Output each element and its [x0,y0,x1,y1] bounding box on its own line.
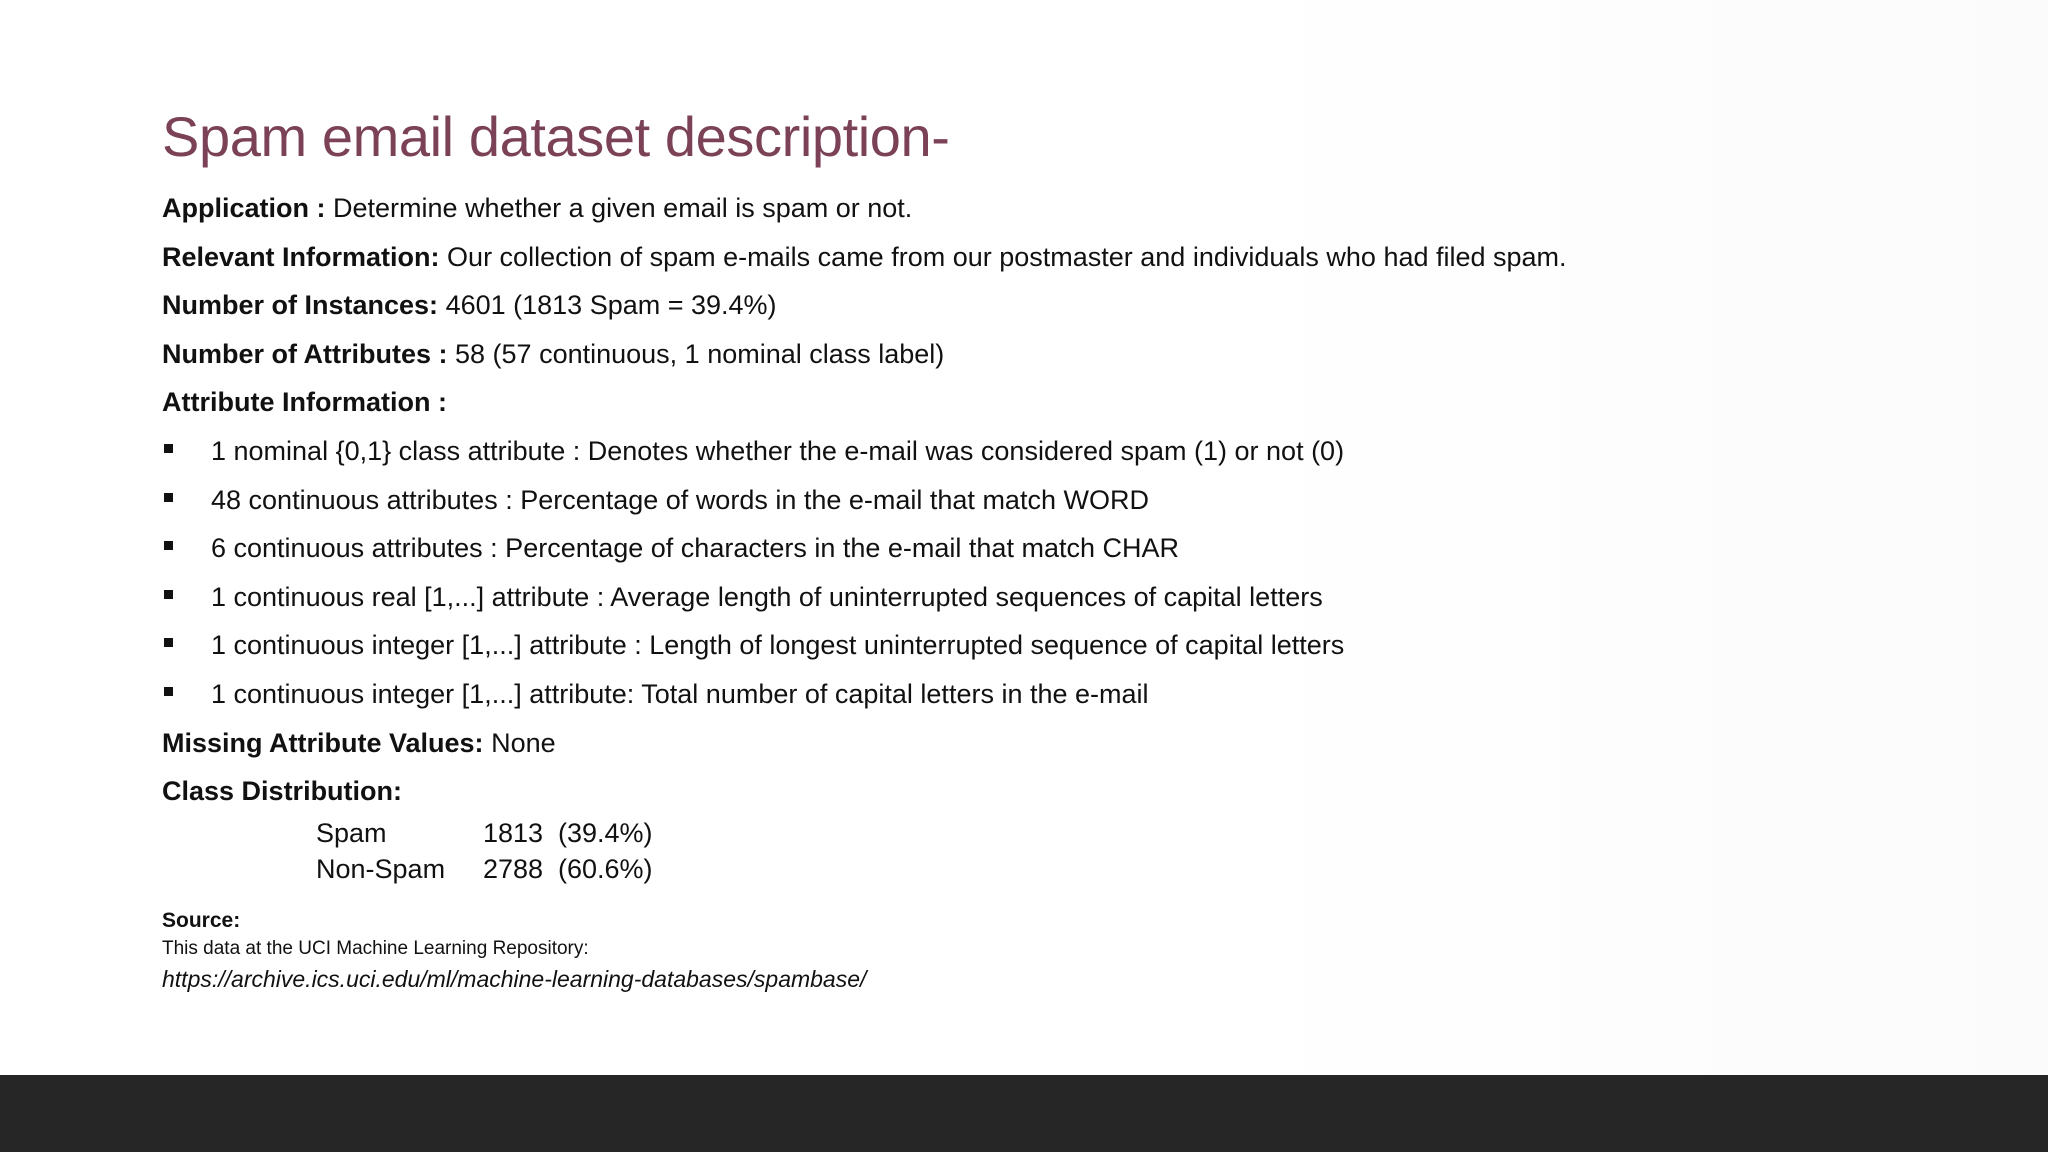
table-row [316,815,653,851]
source-description: This data at the UCI Machine Learning Repository: [162,938,589,959]
class-name: Spam [316,817,387,848]
missing-values-label: Missing Attribute Values: [162,727,484,758]
attribute-bullet [162,427,1922,476]
application-line [162,184,1922,233]
footer-bar [0,1075,2048,1152]
source-block [162,906,866,996]
attribute-bullet-text: 1 continuous integer [1,...] attribute : Length of longest uninterrupted sequence of capital letters [211,630,1345,661]
attribute-bullet-text: 1 continuous integer [1,...] attribute: Total number of capital letters in the e-mail [211,678,1149,709]
class-name: Non-Spam [316,853,446,884]
source-url: https://archive.ics.uci.edu/ml/machine-learning-databases/spambase/ [162,966,867,992]
square-bullet-icon [164,687,173,696]
square-bullet-icon [164,638,173,647]
square-bullet-icon [164,493,173,502]
square-bullet-icon [164,444,173,453]
missing-values-line [162,719,1922,768]
relevant-information-label: Relevant Information: [162,241,440,272]
attribute-bullet [162,476,1922,525]
square-bullet-icon [164,541,173,550]
instances-label: Number of Instances: [162,290,439,321]
attribute-bullet [162,621,1922,670]
attribute-bullet [162,573,1922,622]
attribute-bullet-text: 6 continuous attributes : Percentage of characters in the e-mail that match CHAR [211,533,1179,564]
source-label: Source: [162,909,241,932]
instances-line [162,281,1922,330]
attribute-bullet-text: 48 continuous attributes : Percentage of words in the e-mail that match WORD [211,484,1149,515]
attribute-bullet [162,670,1922,719]
relevant-information-line [162,233,1922,282]
class-distribution-line [162,767,1922,816]
application-value: Determine whether a given email is spam or not. [333,193,913,223]
missing-values-value: None [491,727,556,758]
application-label: Application : [162,193,326,223]
attributes-value: 58 (57 continuous, 1 nominal class label) [455,338,945,369]
attributes-line [162,330,1922,379]
attribute-bullet-text: 1 continuous real [1,...] attribute : Average length of uninterrupted sequences of capital letters [211,581,1323,612]
attribute-information-label: Attribute Information : [162,387,447,418]
class-percent: (39.4%) [558,817,653,848]
class-distribution-table [316,815,653,887]
attributes-label: Number of Attributes : [162,338,448,369]
class-percent: (60.6%) [558,853,653,884]
class-distribution-label: Class Distribution: [162,776,403,807]
attribute-information-line [162,378,1922,427]
square-bullet-icon [164,590,173,599]
table-row [316,851,653,887]
class-count: 2788 [483,853,544,884]
class-count: 1813 [483,817,544,848]
relevant-information-value: Our collection of spam e-mails came from our postmaster and individuals who had filed spam. [447,241,1567,272]
attribute-bullet-text: 1 nominal {0,1} class attribute : Denotes whether the e-mail was considered spam (1) or not (0) [211,435,1345,466]
attribute-bullet [162,524,1922,573]
instances-value: 4601 (1813 Spam = 39.4%) [445,290,777,321]
slide-content [162,184,1922,887]
slide-title: Spam email dataset description- [162,105,950,168]
